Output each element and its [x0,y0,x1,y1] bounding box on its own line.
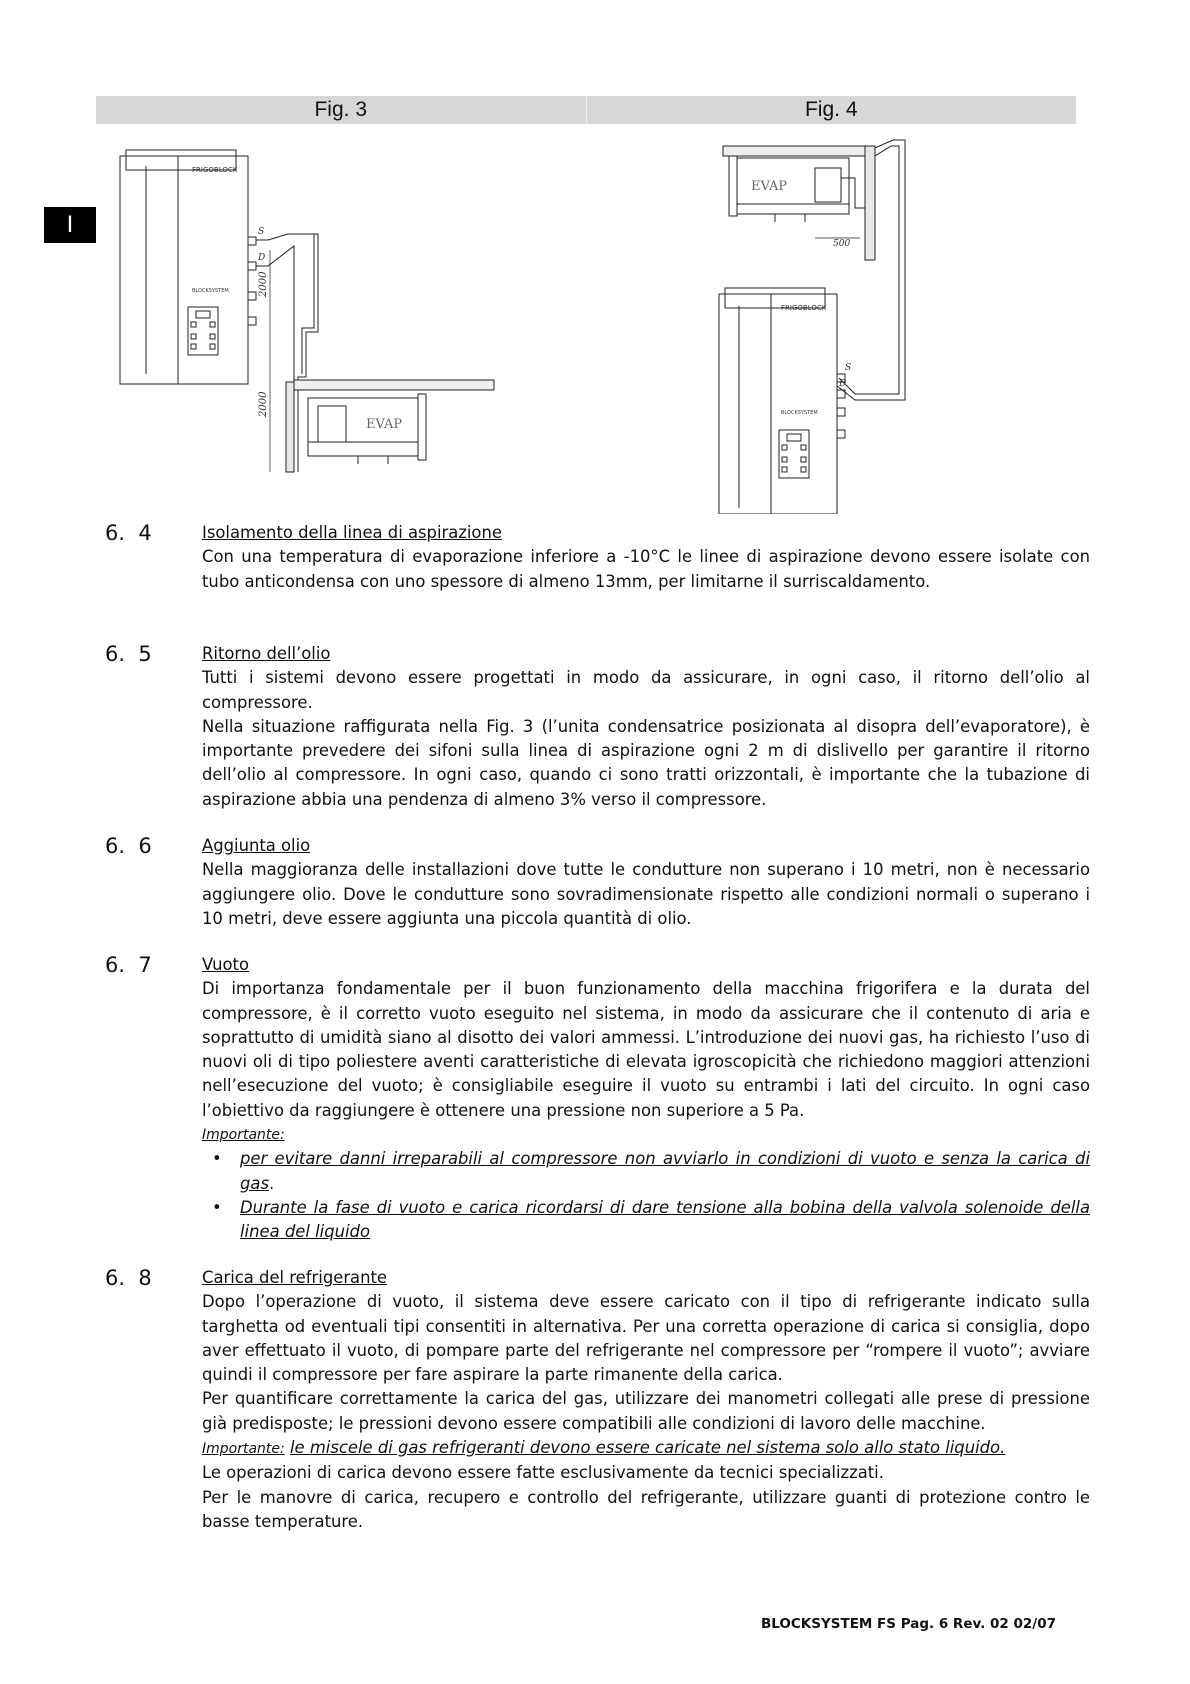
warning-list [202,1147,1090,1244]
dim-lower: 2000 [258,391,269,417]
important-text: le miscele di gas refrigeranti devono essere caricate nel sistema solo allo stato liquido. [289,1438,1006,1458]
wall [286,382,294,472]
dim-500: 500 [833,239,851,249]
paragraph: Tutti i sistemi devono essere progettati in modo da assicurare, in ogni caso, il ritorno dell’olio al compressore. [202,668,1090,712]
section-number: 6. 4 [105,521,152,545]
important-label: Importante: [202,1127,285,1144]
paragraph: Di importanza fondamentale per il buon funzionamento della macchina frigorifera e la durata del compressore, è il corretto vuoto eseguito nel sistema, in modo da assicurare che il contenuto di aria e soprattutto di umidità siano al disotto dei valori ammessi. L’introduzione dei nuovi gas, ha richiesto l’uso di nuovi oli di tipo poliestere aventi caratteristiche di elevata igroscopicità che richiedono maggiori attenzioni nell’esecuzione del vuoto; è consigliabile eseguire il vuoto su entrambi i lati del circuito. In ogni caso l’obiettivo da raggiungere è ottenere una pressione non superiore a 5 Pa. [202,979,1090,1120]
ceiling [723,146,865,156]
figure-caption-bar [96,96,1076,124]
paragraph: Le operazioni di carica devono essere fatte esclusivamente da tecnici specializzati. [202,1463,884,1483]
wall [865,146,875,260]
section-number: 6. 5 [105,642,152,666]
paragraph: Per le manovre di carica, recupero e controllo del refrigerante, utilizzare guanti di protezione contro le basse temperature. [202,1487,1090,1531]
important-label: Importante: [202,1441,285,1458]
language-tab: I [44,207,96,243]
label-d: D [258,253,266,263]
evap-label: EVAP [366,417,403,432]
label-s: S [258,227,265,237]
paragraph: Per quantificare correttamente la carica del gas, utilizzare dei manometri collegati alle prese di pressione già predisposte; le pressioni devono essere compatibili alle condizioni di lavoro delle macchine. [202,1389,1090,1433]
fig3-caption: Fig. 3 [314,98,368,121]
paragraph: Dopo l’operazione di vuoto, il sistema deve essere caricato con il tipo di refrigerante indicato sulla targhetta od eventuali tipi consentiti in alternativa. Per una corretta operazione di carica si consiglia, dopo aver effettuato il vuoto, di pompare parte del refrigerante nel compressore per “rompere il vuoto”; avviare quindi il compressore per fare aspirare la parte rimanente della carica. [202,1292,1090,1385]
label-d: D [839,379,847,389]
list-item [202,1196,1090,1245]
section-title: Aggiunta olio [202,836,311,855]
section-title: Carica del refrigerante [202,1268,387,1287]
bullet-text: Durante la fase di vuoto e carica ricordarsi di dare tensione alla bobina della valvola solenoide della linea del liquido [240,1197,1090,1242]
condensing-unit [719,294,837,514]
svg-text:FRIGOBLOCK: FRIGOBLOCK [781,304,827,312]
svg-text:FRIGOBLOCK: FRIGOBLOCK [192,166,238,174]
important-note [202,1436,1090,1461]
condensing-unit [120,156,248,384]
section-title: Ritorno dell’olio [202,644,331,663]
unit-panel [771,294,837,514]
paragraph: Con una temperatura di evaporazione inferiore a -10°C le linee di aspirazione devono essere isolate con tubo anticondensa con uno spessore di almeno 13mm, per limitarne il surriscaldamento. [202,547,1090,591]
paragraph: Nella maggioranza delle installazioni dove tutte le condutture non superano i 10 metri, non è necessario aggiungere olio. Dove le condutture sono sovradimensionate rispetto alle condizioni normali o superano i 10 metri, deve essere aggiunta una piccola quantità di olio. [202,860,1090,928]
section-number: 6. 7 [105,953,152,977]
fig3-diagram [118,142,498,514]
section-title: Vuoto [202,955,249,974]
fig4-caption: Fig. 4 [586,96,1077,124]
svg-text:BLOCKSYSTEM: BLOCKSYSTEM [781,410,818,416]
fig4-diagram [715,138,965,514]
label-s: S [845,363,852,373]
bullet-text: per evitare danni irreparabili al compressore non avviarlo in condizioni di vuoto e senza la carica di gas [240,1149,1090,1193]
paragraph: Nella situazione raffigurata nella Fig. 3 (l’unita condensatrice posizionata al disopra dell’evaporatore), è importante prevedere dei sifoni sulla linea di aspirazione ogni 2 m di dislivello per garantire il ritorno dell’olio al compressore. In ogni caso, quando ci sono tratti orizzontali, è importante che la tubazione di aspirazione abbia una pendenza di almeno 3% verso il compressore. [202,716,1090,809]
control-panel [188,307,218,355]
list-item [202,1147,1090,1196]
bullet-suffix: . [269,1173,275,1193]
control-panel [779,430,809,478]
svg-text:BLOCKSYSTEM: BLOCKSYSTEM [192,288,229,294]
ceiling [294,380,494,390]
evap-label: EVAP [751,179,788,194]
page-footer: BLOCKSYSTEM FS Pag. 6 Rev. 02 02/07 [761,1616,1056,1632]
section-title: Isolamento della linea di aspirazione [202,523,502,542]
dim-upper: 2000 [258,271,269,297]
section-number: 6. 8 [105,1266,152,1290]
section-number: 6. 6 [105,834,152,858]
